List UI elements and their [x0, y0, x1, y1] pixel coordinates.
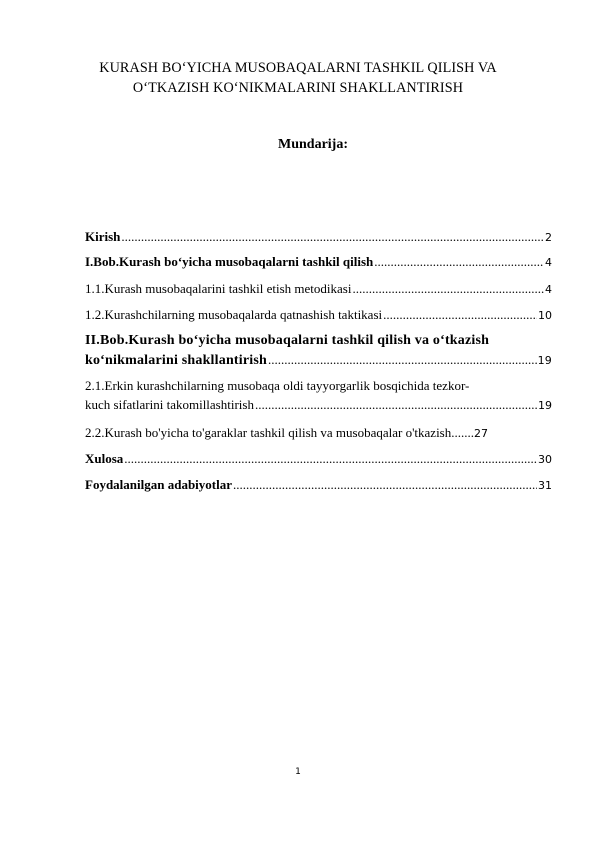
dot-leader	[268, 350, 537, 369]
toc-entry-title: Xulosa	[85, 451, 124, 466]
dot-leader	[255, 395, 537, 414]
dot-leader	[352, 279, 544, 298]
toc-page-number: 4	[545, 283, 552, 296]
document-title: KURASH BO‘YICHA MUSOBAQALARNI TASHKIL QILISH VA O‘TKAZISH KO‘NIKMALARINI SHAKLLANTIRISH	[99, 60, 497, 96]
toc-entry-title: 2.2.Kurash bo'yicha to'garaklar tashkil qilish va musobaqalar o'tkazish	[85, 425, 452, 440]
toc-entry-title-line1: 2.1.Erkin kurashchilarning musobaqa oldi tayyorgarlik bosqichida tezkor-	[85, 378, 470, 393]
toc-page-number: 10	[538, 309, 552, 322]
toc-entry-references[interactable]	[85, 475, 552, 495]
toc-page-number: 30	[538, 453, 552, 466]
toc-entry-kirish[interactable]	[85, 227, 552, 247]
toc-entry-section-2-1[interactable]	[85, 376, 552, 415]
toc-entry-section-1-1[interactable]	[85, 279, 552, 299]
contents-heading: Mundarija:	[278, 137, 348, 152]
toc-entry-title: Kirish	[85, 229, 121, 244]
dot-leader	[121, 227, 544, 246]
dot-leader: .......	[451, 425, 474, 440]
toc-entry-chapter-1[interactable]	[85, 252, 552, 272]
dot-leader	[124, 449, 537, 468]
toc-entry-xulosa[interactable]	[85, 449, 552, 469]
dot-leader	[374, 252, 544, 271]
page-number: 1	[295, 767, 301, 777]
dot-leader	[233, 475, 537, 494]
toc-page-number: 19	[537, 354, 552, 367]
dot-leader	[383, 305, 537, 324]
toc-entry-title: 1.1.Kurash musobaqalarini tashkil etish metodikasi	[85, 281, 352, 296]
toc-entry-section-1-2[interactable]	[85, 305, 552, 325]
toc-entry-title: I.Bob.Kurash bo‘yicha musobaqalarni tashkil qilish	[85, 254, 374, 269]
toc-entry-title: Foydalanilgan adabiyotlar	[85, 477, 232, 492]
toc-entry-title: 1.2.Kurashchilarning musobaqalarda qatnashish taktikasi	[85, 307, 383, 322]
toc-entry-title-line1: II.Bob.Kurash bo‘yicha musobaqalarni tashkil qilish va o‘tkazish	[85, 333, 490, 348]
toc-page-number: 27	[474, 427, 488, 440]
toc-page-number: 31	[538, 479, 552, 492]
toc-entry-chapter-2[interactable]	[85, 331, 552, 370]
toc-page-number: 2	[545, 231, 552, 244]
toc-entry-title-line2: kuch sifatlarini takomillashtirish	[85, 397, 254, 412]
toc-entry-title-line2: ko‘nikmalarini shakllantirish	[85, 353, 268, 368]
toc-page-number: 4	[545, 256, 552, 269]
toc-page-number: 19	[538, 399, 552, 412]
toc-entry-section-2-2[interactable]	[85, 423, 552, 443]
